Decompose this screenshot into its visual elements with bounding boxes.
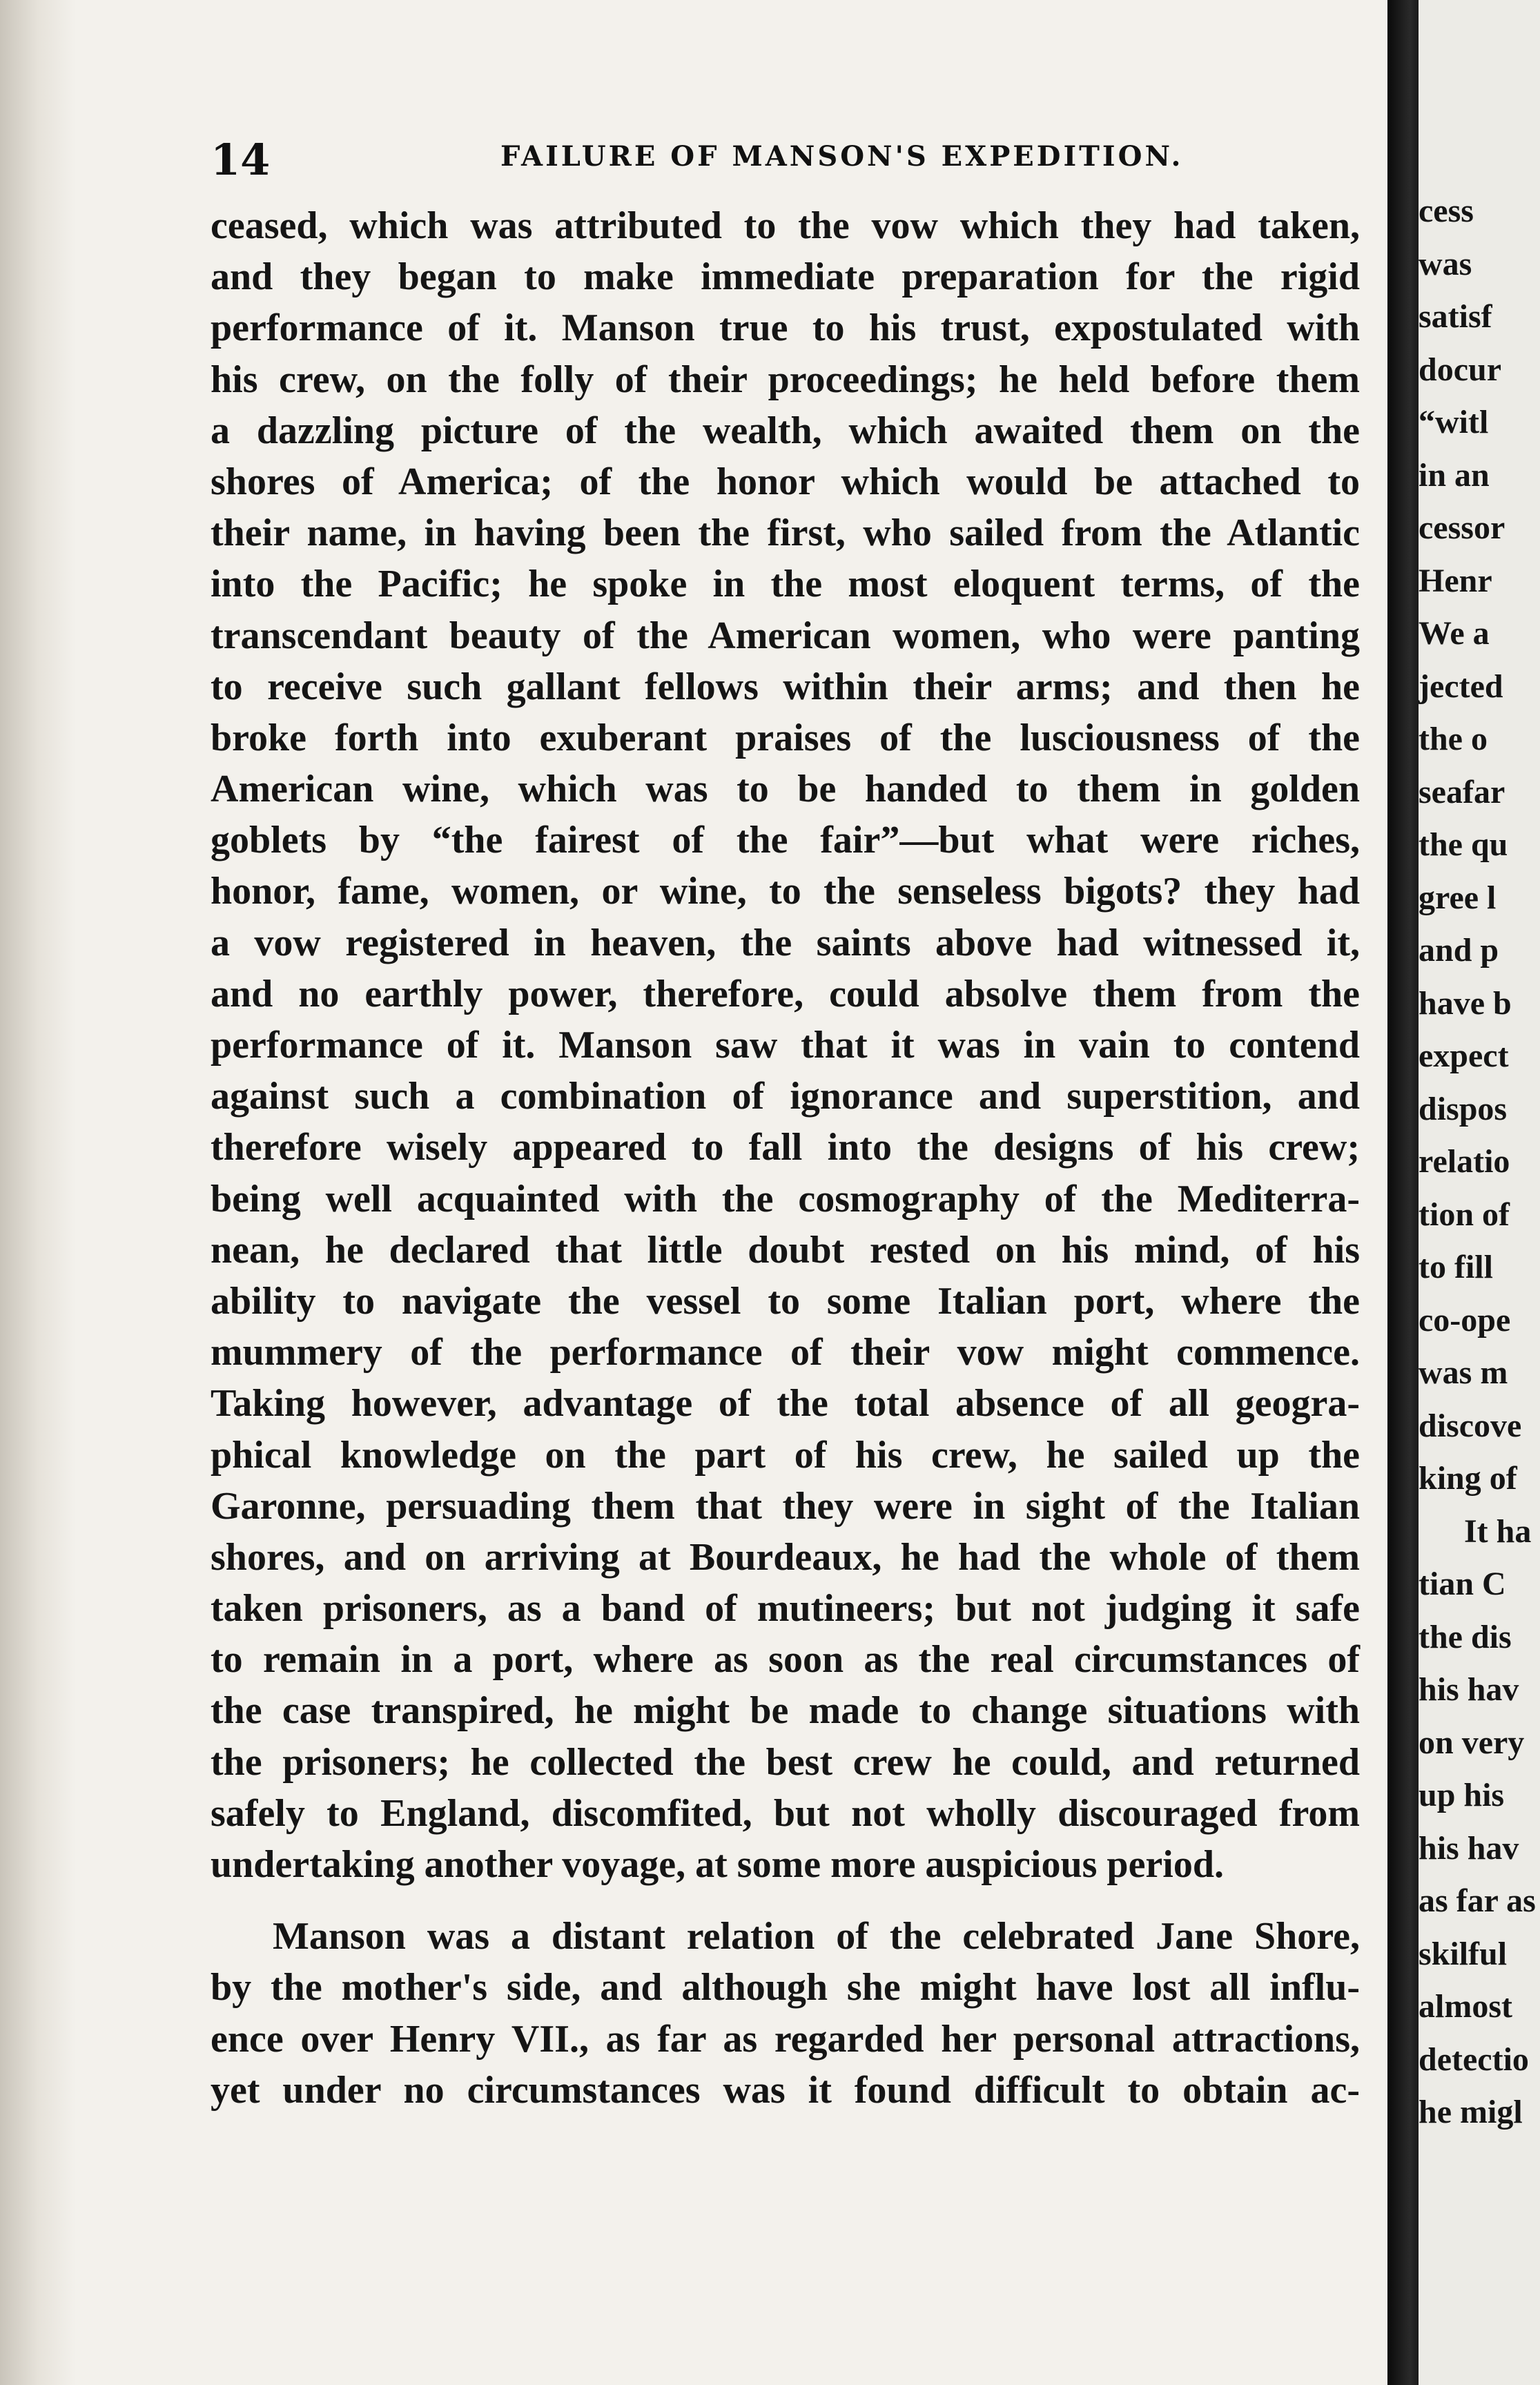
text-line: transcendant beauty of the American women, who were panting [211, 614, 1360, 657]
text-line: performance of it. Manson true to his trust, expostulated with [211, 306, 1360, 350]
fragment-line: in an [1419, 456, 1490, 494]
fragment-line: tion of [1419, 1196, 1510, 1233]
text-line: honor, fame, women, or wine, to the senseless bigots? they had [211, 870, 1360, 913]
text-line: Manson was a distant relation of the celebrated Jane Shore, [273, 1915, 1360, 1958]
paragraph-gap [211, 1890, 1360, 1911]
fragment-line: the qu [1419, 826, 1508, 863]
text-line: Taking however, advantage of the total absence of all geogra- [211, 1382, 1360, 1425]
text-line: and they began to make immediate preparation for the rigid [211, 255, 1360, 299]
fragment-line: and p [1419, 932, 1499, 968]
text-line: shores, and on arriving at Bourdeaux, he had the whole of them [211, 1535, 1360, 1579]
fragment-line: skilful [1419, 1935, 1508, 1972]
text-line: ceased, which was attributed to the vow which they had taken, [211, 204, 1360, 247]
text-line: nean, he declared that little doubt rested on his mind, of his [211, 1228, 1360, 1272]
text-line: broke forth into exuberant praises of the lusciousness of the [211, 716, 1360, 759]
text-line: Garonne, persuading them that they were in sight of the Italian [211, 1484, 1360, 1528]
fragment-line: to fill [1419, 1249, 1493, 1285]
fragment-line: as far as [1419, 1882, 1536, 1919]
fragment-line: co-ope [1419, 1301, 1511, 1338]
fragment-line: detectio [1419, 2041, 1529, 2078]
running-title: FAILURE OF MANSON'S EXPEDITION. [500, 140, 1184, 173]
text-line: phical knowledge on the part of his crew, he sailed up the [211, 1433, 1360, 1477]
text-line: to remain in a port, where as soon as the real circumstances of [211, 1638, 1360, 1682]
fragment-line: cess [1419, 193, 1474, 229]
text-line: into the Pacific; he spoke in the most eloquent terms, of the [211, 563, 1360, 606]
fragment-line: It ha [1464, 1512, 1532, 1550]
right-page-fragment [1419, 0, 1540, 2385]
fragment-line: have b [1419, 984, 1512, 1022]
text-line: undertaking another voyage, at some more auspicious period. [211, 1843, 1224, 1886]
body-text [211, 200, 1360, 2116]
text-line: performance of it. Manson saw that it was in vain to contend [211, 1024, 1360, 1067]
text-line: a dazzling picture of the wealth, which awaited them on the [211, 409, 1360, 452]
fragment-line: We a [1419, 615, 1490, 652]
text-line: his crew, on the folly of their proceedings; he held before them [211, 358, 1360, 401]
right-page-text [1419, 185, 1540, 2139]
text-line: against such a combination of ignorance and superstition, and [211, 1075, 1360, 1118]
fragment-line: king of [1419, 1460, 1517, 1497]
text-line: goblets by “the fairest of the fair”—but what were riches, [211, 819, 1360, 862]
fragment-line: up his [1419, 1777, 1505, 1813]
fragment-line: the o [1419, 721, 1488, 757]
fragment-line: was [1419, 245, 1472, 282]
paragraph [211, 200, 1360, 1890]
page-edge-shadow [0, 0, 76, 2385]
page-header [211, 135, 1384, 190]
text-line: being well acquainted with the cosmography of the Mediterra- [211, 1177, 1360, 1220]
text-line: mummery of the performance of their vow might commence. [211, 1331, 1360, 1374]
fragment-line: almost [1419, 1988, 1512, 2025]
fragment-line: gree l [1419, 879, 1497, 916]
text-line: by the mother's side, and although she might have lost all influ- [211, 1966, 1360, 2009]
fragment-line: his hav [1419, 1829, 1519, 1867]
text-line: therefore wisely appeared to fall into the designs of his crew; [211, 1126, 1360, 1169]
text-line: ability to navigate the vessel to some Italian port, where the [211, 1279, 1360, 1323]
fragment-line: cessor [1419, 509, 1505, 546]
text-line: a vow registered in heaven, the saints above had witnessed it, [211, 921, 1360, 964]
fragment-line: tian C [1419, 1566, 1506, 1602]
text-line: shores of America; of the honor which would be attached to [211, 460, 1360, 503]
paragraph [211, 1911, 1360, 2116]
fragment-line: relatio [1419, 1143, 1510, 1180]
fragment-line: was m [1419, 1354, 1508, 1391]
text-line: ence over Henry VII., as far as regarded her personal attractions, [211, 2017, 1360, 2061]
fragment-line: discove [1419, 1407, 1522, 1444]
fragment-line: on very [1419, 1724, 1525, 1761]
fragment-line: expect [1419, 1038, 1509, 1074]
text-line: yet under no circumstances was it found difficult to obtain ac- [211, 2068, 1360, 2112]
text-line: their name, in having been the first, who sailed from the Atlantic [211, 512, 1360, 555]
fragment-line: he migl [1419, 2094, 1523, 2130]
fragment-line: Henr [1419, 562, 1492, 599]
text-line: taken prisoners, as a band of mutineers; but not judging it safe [211, 1587, 1360, 1630]
text-line: safely to England, discomfited, but not wholly discouraged from [211, 1791, 1360, 1835]
fragment-line: the dis [1419, 1618, 1512, 1655]
fragment-line: his hav [1419, 1671, 1519, 1708]
fragment-line: satisf [1419, 298, 1492, 335]
text-line: and no earthly power, therefore, could absolve them from the [211, 972, 1360, 1015]
fragment-line: “witl [1419, 404, 1489, 440]
text-line: to receive such gallant fellows within their arms; and then he [211, 665, 1360, 708]
fragment-line: seafar [1419, 773, 1505, 810]
text-line: American wine, which was to be handed to them in golden [211, 768, 1360, 811]
page-number: 14 [211, 135, 271, 185]
fragment-line: jected [1419, 668, 1503, 705]
fragment-line: docur [1419, 351, 1501, 388]
text-line: the case transpired, he might be made to change situations with [211, 1689, 1360, 1733]
fragment-line: dispos [1419, 1090, 1508, 1127]
text-line: the prisoners; he collected the best crew he could, and returned [211, 1740, 1360, 1784]
